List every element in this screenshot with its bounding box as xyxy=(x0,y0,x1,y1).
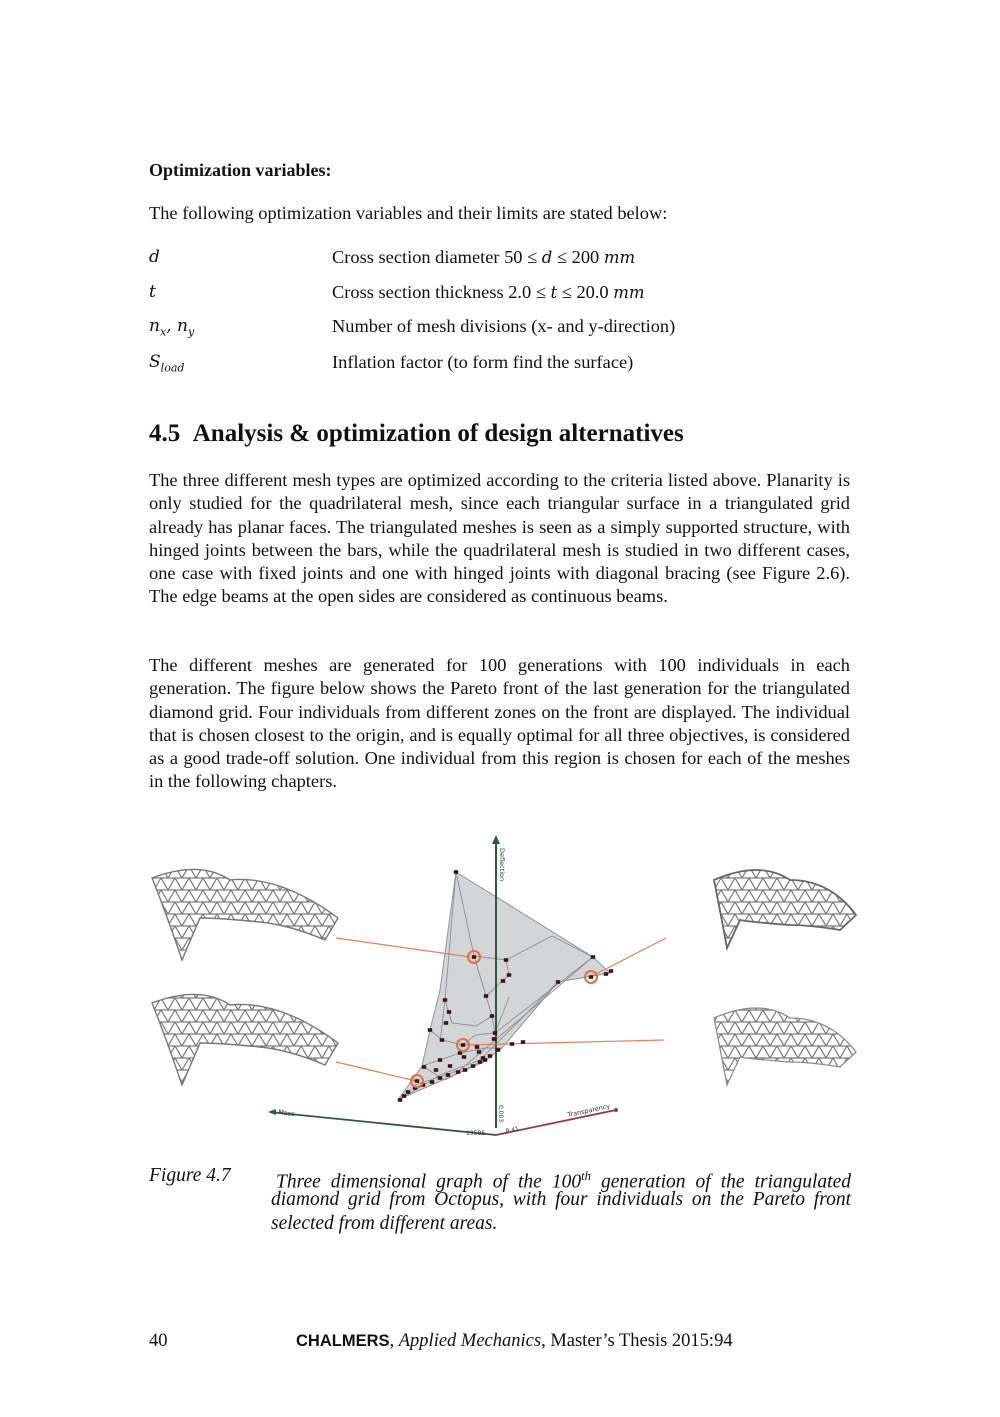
caption-text: Three dimensional graph of the 100 xyxy=(276,1171,582,1193)
pareto-point xyxy=(475,1045,479,1049)
pareto-point xyxy=(507,973,511,977)
pareto-point xyxy=(478,1060,482,1064)
pareto-point xyxy=(440,1038,444,1042)
pareto-point xyxy=(493,1031,497,1035)
deflection-axis-label: Deflection xyxy=(498,848,506,882)
mass-axis xyxy=(270,1112,496,1135)
variable-description: Number of mesh divisions (x- and y-direction) xyxy=(332,316,676,336)
pareto-point xyxy=(492,1037,496,1041)
pareto-point xyxy=(454,870,458,874)
desc-text: Cross section thickness 2.0 ≤ xyxy=(332,282,551,302)
mass-origin-tick: 19586 xyxy=(466,1130,486,1137)
variable-symbol: $n_x$, $n_y$ xyxy=(149,316,195,339)
pareto-point xyxy=(501,979,505,983)
deflection-axis-arrow xyxy=(492,835,500,844)
pareto-point xyxy=(472,955,476,959)
pareto-point xyxy=(406,1090,410,1094)
caption-line-2: diamond grid from Octopus, with four individuals on the Pareto front xyxy=(271,1189,851,1210)
paragraph: The different meshes are generated for 100 generations with 100 individuals in each generation. The figure below shows the Pareto front of the last generation for the triangulated diamond grid. Four individuals from different zones on the front are displayed. The individual that is chosen closest to the origin, and is equally optimal for all three objectives, is considered as a good trade-off solution. One individual from this region is chosen for each of the meshes in the following chapters. xyxy=(149,655,850,792)
pareto-point xyxy=(461,1043,465,1047)
figure-label: Figure 4.7 xyxy=(149,1165,231,1186)
variable-symbol: d xyxy=(149,247,160,267)
desc-text: ≤ 20.0 xyxy=(557,282,614,302)
pareto-point xyxy=(428,1028,432,1032)
pareto-point xyxy=(447,1010,451,1014)
pareto-point xyxy=(609,969,613,973)
mesh-thumbnail-bottom-left xyxy=(152,994,338,1085)
pareto-point xyxy=(456,1070,460,1074)
transparency-origin-tick: 0.41 xyxy=(505,1125,520,1135)
variable-row-d xyxy=(149,247,869,271)
pareto-point xyxy=(510,1042,514,1046)
sym-sub: y xyxy=(187,325,195,339)
pareto-point xyxy=(462,1055,466,1059)
caption-text: generation of the triangulated xyxy=(590,1171,851,1193)
mass-axis-arrow xyxy=(268,1109,276,1115)
section-heading xyxy=(149,420,684,448)
pareto-point xyxy=(591,955,595,959)
desc-unit: mm xyxy=(613,283,645,302)
desc-text: ≤ 200 xyxy=(552,247,604,267)
thesis-id: , Master’s Thesis 2015:94 xyxy=(541,1331,733,1351)
pareto-point xyxy=(438,1058,442,1062)
desc-text: Cross section diameter 50 ≤ xyxy=(332,247,542,267)
pareto-point xyxy=(483,1058,487,1062)
page-number: 40 xyxy=(149,1331,168,1351)
pareto-point xyxy=(398,1098,402,1102)
pareto-hull xyxy=(398,872,610,1100)
pareto-point xyxy=(521,1040,525,1044)
pareto-point xyxy=(477,1050,481,1054)
section-title: Analysis & optimization of design alternatives xyxy=(192,420,684,447)
desc-var: t xyxy=(550,283,558,302)
deflection-origin-tick: 0.003 xyxy=(497,1105,504,1123)
section-number: 4.5 xyxy=(149,420,181,447)
pareto-point xyxy=(402,1094,406,1098)
pareto-point xyxy=(415,1079,419,1083)
pareto-point xyxy=(438,1076,442,1080)
pareto-point xyxy=(556,980,560,984)
variable-description xyxy=(332,282,645,303)
mesh-thumbnail-bottom-right xyxy=(714,1008,856,1085)
variable-description xyxy=(332,247,635,268)
transparency-axis-label: Transparency xyxy=(566,1102,611,1119)
running-footer: CHALMERS, Applied Mechanics, Master’s Thesis 2015:94 xyxy=(296,1331,733,1351)
pareto-point xyxy=(448,1064,452,1068)
sym-main: n xyxy=(149,316,160,336)
pareto-point xyxy=(471,1064,475,1068)
caption-line-3: selected from different areas. xyxy=(271,1213,498,1234)
leader-line-bottom-left xyxy=(336,1062,416,1081)
pareto-point xyxy=(443,998,447,1002)
pareto-point xyxy=(434,1068,438,1072)
pareto-point xyxy=(484,994,488,998)
pareto-point xyxy=(446,1073,450,1077)
department: Applied Mechanics xyxy=(398,1331,542,1351)
transparency-axis-tip xyxy=(614,1108,618,1112)
pareto-point xyxy=(430,1080,434,1084)
mesh-thumbnail-top-right xyxy=(714,870,856,948)
leader-line-top-right xyxy=(592,938,666,976)
pareto-point xyxy=(488,1054,492,1058)
pareto-point xyxy=(504,958,508,962)
variable-symbol: t xyxy=(149,282,156,302)
pareto-point xyxy=(463,1068,467,1072)
pareto-front-figure xyxy=(140,830,870,1150)
desc-unit: mm xyxy=(603,248,636,267)
pareto-point xyxy=(490,1014,494,1018)
sym-sub: x xyxy=(159,325,167,339)
pareto-point xyxy=(589,975,593,979)
mass-axis-label: Mass xyxy=(277,1108,296,1119)
pareto-point xyxy=(422,1065,426,1069)
variable-symbol xyxy=(149,352,185,374)
pareto-point xyxy=(496,1048,500,1052)
desc-var: d xyxy=(541,248,553,267)
variable-description: Inflation factor (to form find the surface) xyxy=(332,352,634,372)
variable-row-sload xyxy=(149,352,869,376)
pareto-point xyxy=(444,1021,448,1025)
variables-intro: The following optimization variables and their limits are stated below: xyxy=(149,203,668,223)
variable-row-n xyxy=(149,316,869,340)
sym-main: S xyxy=(149,352,161,372)
caption-sup: th xyxy=(581,1169,591,1183)
sym-main: n xyxy=(177,316,188,336)
pareto-point xyxy=(604,972,608,976)
paragraph: The three different mesh types are optimized according to the criteria listed above. Planarity is only studied for the quadrilateral mesh, since each triangular surface in a triangulated grid already has planar faces. The triangulated meshes is seen as a simply supported structure, with hinged joints between the bars, while the quadrilateral mesh is studied in two different cases, one case with fixed joints and one with hinged joints with diagonal bracing (see Figure 2.6). The edge beams at the open sides are considered as continuous beams. xyxy=(149,470,850,607)
sym-sub: load xyxy=(160,361,185,375)
institution: CHALMERS xyxy=(296,1332,390,1350)
mesh-thumbnail-top-left xyxy=(152,869,338,960)
variable-row-t xyxy=(149,282,869,306)
variables-heading: Optimization variables: xyxy=(149,160,332,180)
